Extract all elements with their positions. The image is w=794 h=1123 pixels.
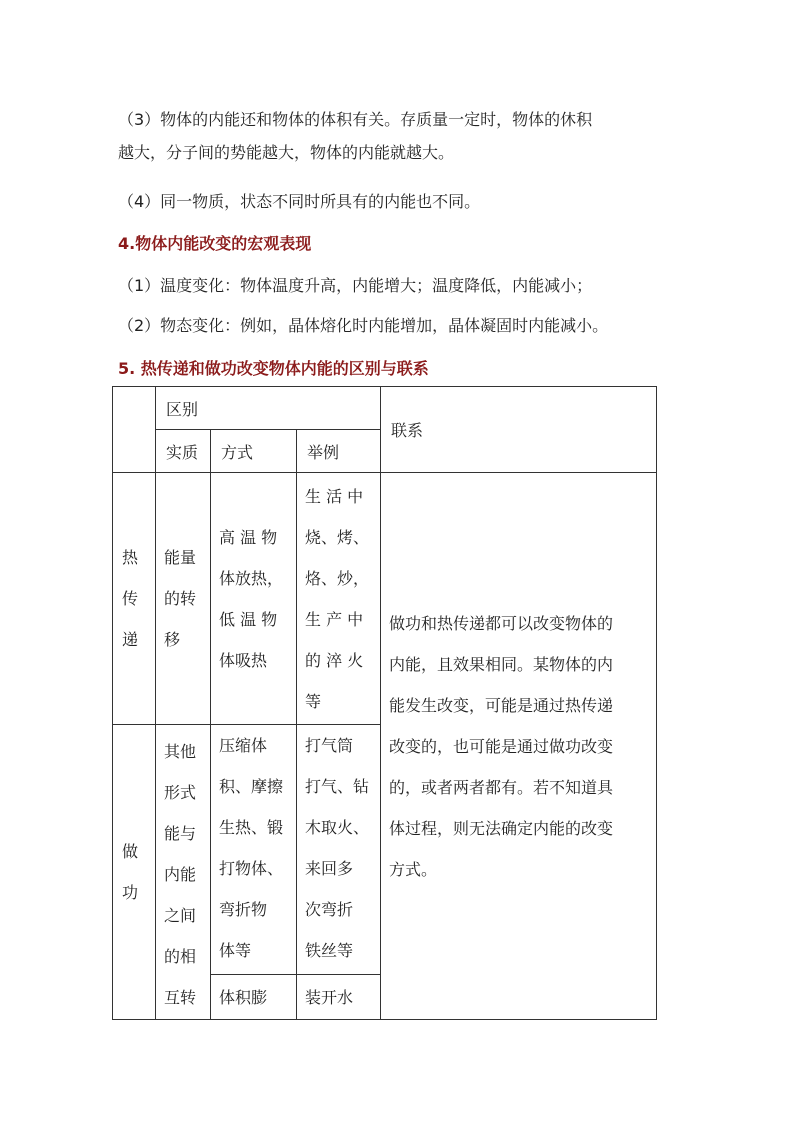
header-relation: 联系 xyxy=(381,387,657,473)
work-example-cell-2: 装开水 xyxy=(297,975,381,1020)
section-4-heading: 4.物体内能改变的宏观表现 xyxy=(118,234,312,253)
work-example-cell: 打气筒 打气、钻 木取火、 来回多 次弯折 铁丝等 xyxy=(297,725,381,975)
section-4-item-1: （1）温度变化：物体温度升高，内能增大；温度降低，内能减小； xyxy=(118,276,593,295)
section-5-heading: 5. 热传递和做功改变物体内能的区别与联系 xyxy=(118,359,429,378)
section-4-item-2: （2）物态变化：例如，晶体熔化时内能增加，晶体凝固时内能减小。 xyxy=(118,316,609,335)
heat-method-cell: 高 温 物 体放热， 低 温 物 体吸热 xyxy=(211,473,297,725)
header-difference: 区别 xyxy=(156,387,381,430)
work-method-cell: 压缩体 积、摩擦 生热、锻 打物体、 弯折物 体等 xyxy=(211,725,297,975)
header-method: 方式 xyxy=(211,430,297,473)
comparison-table xyxy=(112,386,657,1020)
heat-example-cell: 生 活 中 烧、烤、 烙、炒， 生 产 中 的 淬 火 等 xyxy=(297,473,381,725)
heat-essence-cell: 能量 的转 移 xyxy=(156,473,211,725)
header-example: 举例 xyxy=(297,430,381,473)
paragraph-4: （4）同一物质，状态不同时所具有的内能也不同。 xyxy=(118,192,481,211)
row-label-heat-transfer: 热 传 递 xyxy=(113,473,156,725)
header-essence: 实质 xyxy=(156,430,211,473)
relation-cell: 做功和热传递都可以改变物体的 内能，且效果相同。某物体的内 能发生改变，可能是通过热传递 改变的，也可能是通过做功改变 的，或者两者都有。若不知道具 体过程，则无法确定内能的改变 方式。 xyxy=(381,473,657,1020)
table-corner-cell xyxy=(113,387,156,473)
work-method-cell-2: 体积膨 xyxy=(211,975,297,1020)
row-label-work: 做 功 xyxy=(113,725,156,1020)
paragraph-3-line-2: 越大，分子间的势能越大，物体的内能就越大。 xyxy=(118,143,455,162)
work-essence-cell: 其他 形式 能与 内能 之间 的相 互转 xyxy=(156,725,211,1020)
paragraph-3-line-1: （3）物体的内能还和物体的体积有关。存质量一定时，物体的休积 xyxy=(118,110,593,129)
